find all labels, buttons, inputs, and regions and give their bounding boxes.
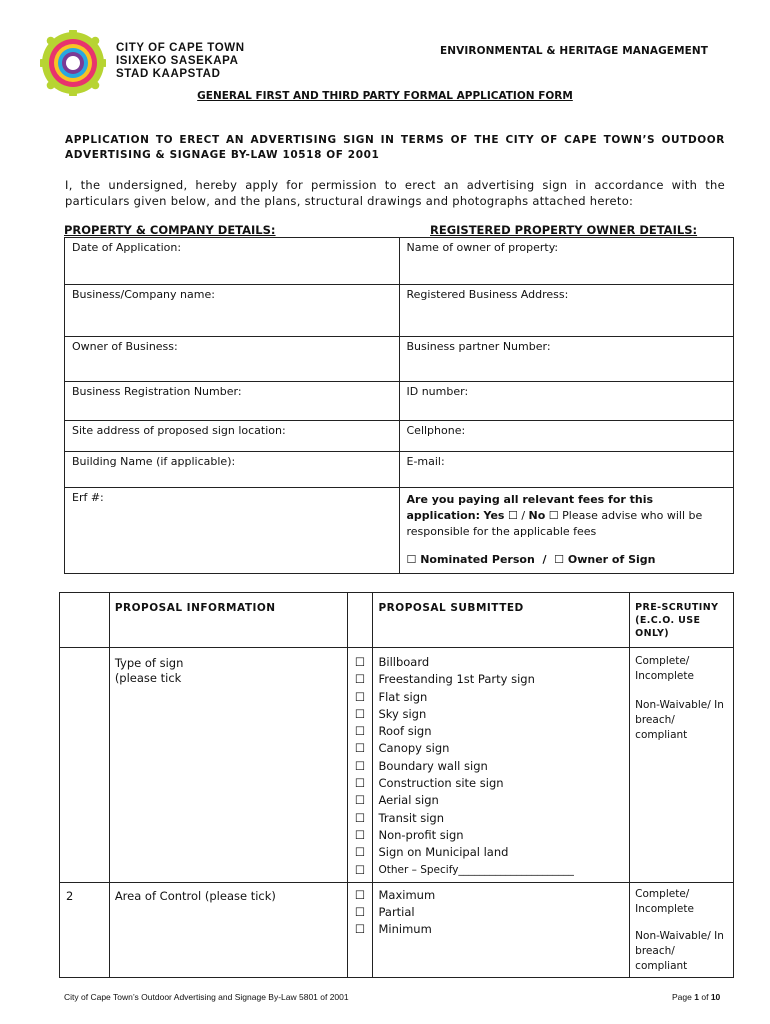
checkbox-boundary-wall[interactable]: ☐ <box>354 758 366 773</box>
logo-line-1: CITY OF CAPE TOWN <box>116 42 245 54</box>
sign-type-options <box>373 648 630 883</box>
table-row <box>65 382 734 421</box>
option-construction-site: Construction site sign <box>378 776 504 791</box>
erf-number-field[interactable] <box>65 488 400 574</box>
tick-header <box>347 593 373 648</box>
area-checkboxes <box>347 882 373 977</box>
company-name-field[interactable] <box>65 285 400 337</box>
department-title: ENVIRONMENTAL & HERITAGE MANAGEMENT <box>440 45 709 57</box>
option-separator: / <box>542 553 547 566</box>
option-aerial-sign: Aerial sign <box>378 793 439 808</box>
checkbox-billboard[interactable]: ☐ <box>354 655 366 669</box>
option-other: Other – Specify______________________ <box>378 863 574 876</box>
table-row <box>65 421 734 452</box>
table-row <box>65 337 734 382</box>
property-company-heading: PROPERTY & COMPANY DETAILS: <box>64 223 276 237</box>
partner-number-field[interactable] <box>399 337 734 382</box>
row-number: 2 <box>60 882 110 977</box>
fees-no-checkbox[interactable]: ☐ <box>548 509 559 522</box>
responsible-party-row <box>407 552 727 568</box>
owner-of-sign-label: Owner of Sign <box>567 553 656 566</box>
field-label: Cellphone: <box>406 424 466 437</box>
field-label: Erf #: <box>72 491 104 504</box>
option-flat-sign: Flat sign <box>378 689 428 704</box>
owner-of-sign-checkbox[interactable]: ☐ <box>554 553 565 566</box>
page-label: Page <box>672 992 692 1002</box>
area-options <box>373 882 630 977</box>
number-header <box>60 593 110 648</box>
field-label: Business Registration Number: <box>72 385 242 398</box>
table-row <box>65 238 734 285</box>
field-label: Name of owner of property: <box>406 241 559 254</box>
fees-no-label: No <box>528 509 546 522</box>
nominated-person-label: Nominated Person <box>420 553 535 566</box>
field-label: ID number: <box>406 385 469 398</box>
option-non-profit: Non-profit sign <box>378 827 464 842</box>
field-label: Date of Application: <box>72 241 182 254</box>
email-field[interactable] <box>399 452 734 488</box>
city-logo <box>40 30 106 96</box>
area-of-control-label: Area of Control (please tick) <box>109 882 347 977</box>
checkbox-transit-sign[interactable]: ☐ <box>354 810 366 825</box>
fees-question: Are you paying all relevant fees for this application: <box>406 493 654 522</box>
proposal-info-header: PROPOSAL INFORMATION <box>109 593 347 648</box>
total-pages: 10 <box>710 992 721 1002</box>
details-table <box>64 237 734 574</box>
table-row <box>65 488 734 574</box>
field-label: Site address of proposed sign location: <box>72 424 286 437</box>
option-roof-sign: Roof sign <box>378 724 432 739</box>
proposal-table <box>59 592 734 978</box>
cellphone-field[interactable] <box>399 421 734 452</box>
application-heading: APPLICATION TO ERECT AN ADVERTISING SIGN IN TERMS OF THE CITY OF CAPE TOWN’S OUTDOOR ADVERTISING & SIGNAGE BY-LAW 10518 OF 2001 <box>65 134 725 161</box>
field-label: Owner of Business: <box>72 340 178 353</box>
fees-yes-label: Yes <box>483 509 505 522</box>
business-address-field[interactable] <box>399 285 734 337</box>
option-boundary-wall: Boundary wall sign <box>378 758 488 773</box>
field-label: Registered Business Address: <box>406 288 569 301</box>
sign-type-label: Type of sign (please tick <box>109 648 347 883</box>
checkbox-municipal-land[interactable]: ☐ <box>354 845 366 860</box>
page-of: of <box>701 992 709 1002</box>
field-label: Building Name (if applicable): <box>72 455 236 468</box>
checkbox-aerial-sign[interactable]: ☐ <box>354 793 366 808</box>
checkbox-minimum[interactable]: ☐ <box>354 922 366 937</box>
option-maximum: Maximum <box>378 887 436 902</box>
row-number <box>60 648 110 883</box>
form-title: GENERAL FIRST AND THIRD PARTY FORMAL APPLICATION FORM <box>197 90 573 102</box>
registration-number-field[interactable] <box>65 382 400 421</box>
footer-bylaw-text: City of Cape Town’s Outdoor Advertising and Signage By-Law 5801 of 2001 <box>64 992 349 1002</box>
checkbox-freestanding[interactable]: ☐ <box>354 672 366 687</box>
logo-line-3: STAD KAAPSTAD <box>116 68 221 80</box>
option-partial: Partial <box>378 905 415 920</box>
status-completeness: Complete/ Incomplete <box>635 887 694 915</box>
fees-advise-text: Please advise who will be responsible for the applicable fees <box>406 509 703 538</box>
status-compliance: Non-Waivable/ In breach/ compliant <box>635 929 724 972</box>
current-page: 1 <box>694 992 699 1002</box>
logo-line-2: ISIXEKO SASEKAPA <box>116 55 239 67</box>
field-label: Business partner Number: <box>406 340 551 353</box>
option-municipal-land: Sign on Municipal land <box>378 845 509 860</box>
building-name-field[interactable] <box>65 452 400 488</box>
sign-type-status <box>630 648 734 883</box>
option-billboard: Billboard <box>378 655 430 669</box>
business-owner-field[interactable] <box>65 337 400 382</box>
date-of-application-field[interactable] <box>65 238 400 285</box>
checkbox-construction-site[interactable]: ☐ <box>354 776 366 791</box>
field-label: E-mail: <box>406 455 445 468</box>
checkbox-maximum[interactable]: ☐ <box>354 887 366 902</box>
id-number-field[interactable] <box>399 382 734 421</box>
owner-name-field[interactable] <box>399 238 734 285</box>
table-row <box>65 285 734 337</box>
option-minimum: Minimum <box>378 922 432 937</box>
checkbox-partial[interactable]: ☐ <box>354 905 366 920</box>
page-number <box>672 992 720 1002</box>
option-transit-sign: Transit sign <box>378 810 445 825</box>
checkbox-flat-sign[interactable]: ☐ <box>354 689 366 704</box>
option-sky-sign: Sky sign <box>378 706 427 721</box>
fees-cell: Are you paying all relevant fees for this application: Yes ☐ / No ☐ Please advise who will be responsible for the applicable fees ☐ Nominated Person / ☐ Owner of Sign <box>399 488 734 574</box>
status-completeness: Complete/ Incomplete <box>635 655 694 682</box>
checkbox-sky-sign[interactable]: ☐ <box>354 706 366 721</box>
intro-paragraph: I, the undersigned, hereby apply for permission to erect an advertising sign in accordance with the particulars given below, and the plans, structural drawings and photographs attached hereto: <box>65 178 725 208</box>
table-row <box>65 452 734 488</box>
owner-details-heading: REGISTERED PROPERTY OWNER DETAILS: <box>430 223 698 237</box>
sign-type-row <box>60 648 734 883</box>
checkbox-other[interactable]: ☐ <box>354 862 366 877</box>
pre-scrutiny-header: PRE-SCRUTINY (E.C.O. USE ONLY) <box>630 593 734 648</box>
nominated-person-checkbox[interactable]: ☐ <box>406 553 417 566</box>
checkbox-roof-sign[interactable]: ☐ <box>354 724 366 739</box>
option-freestanding: Freestanding 1st Party sign <box>378 672 535 687</box>
status-compliance: Non-Waivable/ In breach/ compliant <box>635 699 724 741</box>
option-canopy-sign: Canopy sign <box>378 741 450 756</box>
proposal-header-row <box>60 593 734 648</box>
area-status <box>630 882 734 977</box>
checkbox-non-profit[interactable]: ☐ <box>354 827 366 842</box>
field-label: Business/Company name: <box>72 288 215 301</box>
proposal-submitted-header: PROPOSAL SUBMITTED <box>373 593 630 648</box>
site-address-field[interactable] <box>65 421 400 452</box>
checkbox-canopy-sign[interactable]: ☐ <box>354 741 366 756</box>
area-of-control-row <box>60 882 734 977</box>
fees-yes-checkbox[interactable]: ☐ <box>507 509 518 522</box>
logo-text <box>116 42 245 81</box>
sign-type-checkboxes <box>347 648 373 883</box>
